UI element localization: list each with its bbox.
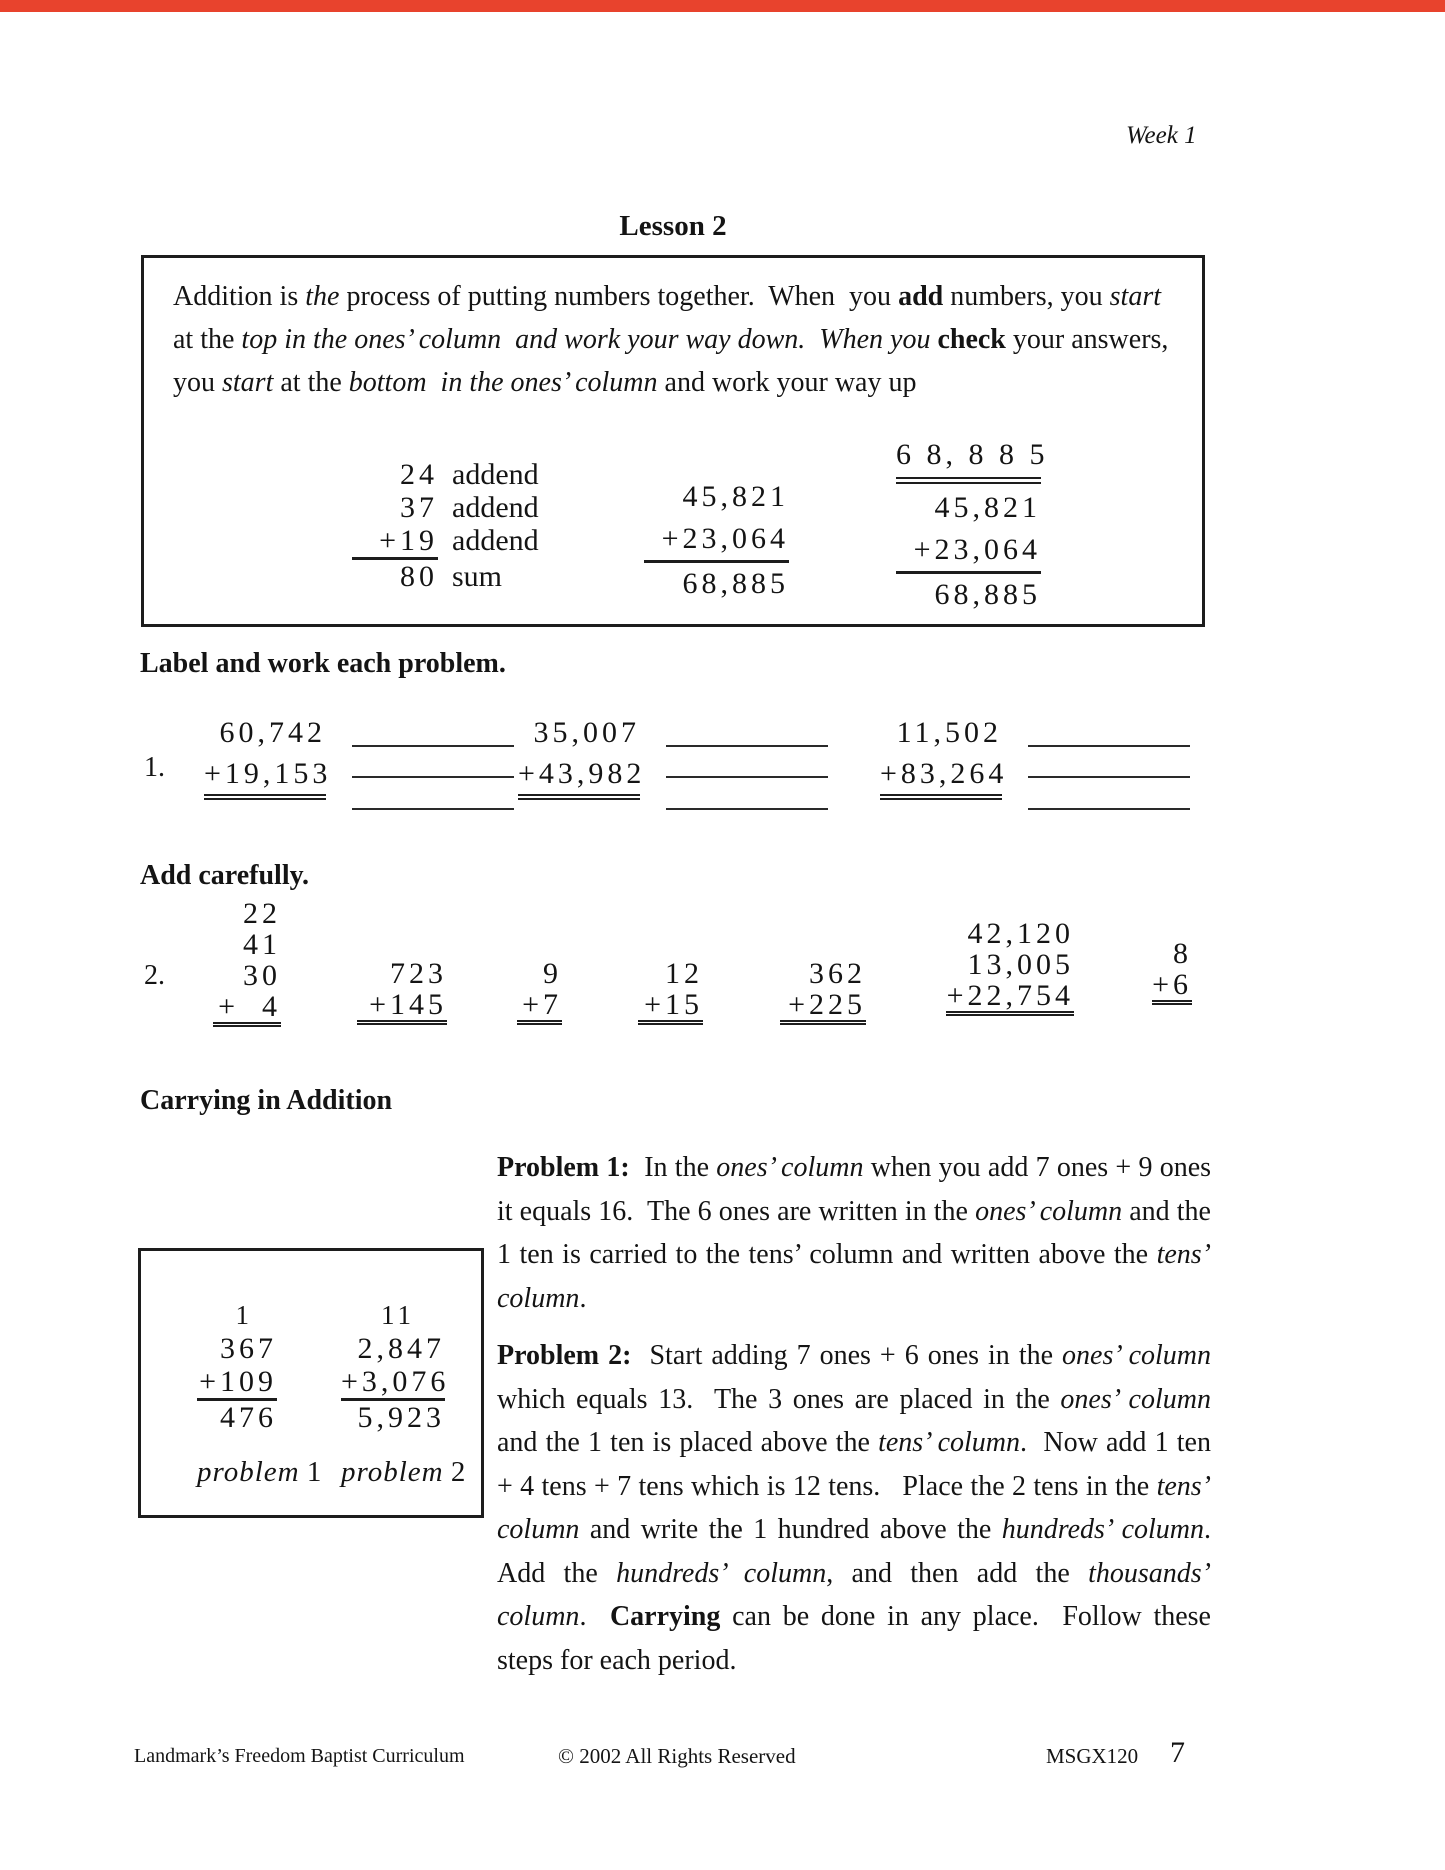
example-addition xyxy=(644,476,789,605)
text-run: In the xyxy=(629,1152,717,1183)
addend-value: 41 xyxy=(243,928,281,961)
example-check xyxy=(896,434,1049,616)
carrying-heading: Carrying in Addition xyxy=(140,1085,393,1116)
problem2-number: 2. xyxy=(144,960,165,991)
addend-value: 60,742 xyxy=(219,716,326,749)
example-label xyxy=(341,1456,465,1489)
problem-group xyxy=(780,958,866,1025)
addend-value: +15 xyxy=(638,989,703,1025)
intro-run: add xyxy=(898,281,944,312)
answer-blanks xyxy=(352,712,514,810)
addend-value: 723 xyxy=(390,957,447,990)
intro-run: at the xyxy=(173,281,1169,355)
text-run: Problem 1: xyxy=(497,1152,630,1183)
text-run: can be done in any place. Follow these steps for each period. xyxy=(497,1601,1218,1676)
problem-group xyxy=(880,712,1190,810)
addend-value: 45,821 xyxy=(934,491,1041,524)
addend-value: 12 xyxy=(665,957,703,990)
addend-value: +109 xyxy=(197,1365,277,1401)
intro-box xyxy=(141,255,1205,627)
text-run: ones’ column xyxy=(716,1152,864,1183)
intro-run: your answers, you xyxy=(173,324,1176,398)
sum-value: 68,885 xyxy=(682,567,789,600)
text-run: . xyxy=(579,1282,587,1314)
text-run: thousands’ column xyxy=(497,1557,1218,1632)
week-label: Week 1 xyxy=(1126,122,1197,149)
blank-line[interactable] xyxy=(352,778,514,810)
addend-value: 24 xyxy=(400,458,438,491)
intro-run: process of putting numbers together. When you xyxy=(339,281,899,312)
answer-blanks xyxy=(666,712,828,810)
carry-digit: 11 xyxy=(381,1300,415,1330)
text-run: , and then add the xyxy=(826,1557,1089,1589)
intro-run: at the xyxy=(273,367,349,398)
addend-value: +6 xyxy=(1152,969,1192,1005)
addend-value: +23,064 xyxy=(896,529,1041,574)
addend-value: +19,153 xyxy=(204,753,326,800)
footer-copyright: © 2002 All Rights Reserved xyxy=(558,1744,796,1768)
blank-line[interactable] xyxy=(666,747,828,778)
page-number: 7 xyxy=(1170,1736,1185,1769)
addition-stack xyxy=(780,958,866,1025)
footer-course-code: MSGX120 xyxy=(1046,1744,1139,1768)
sum-label: sum xyxy=(452,560,503,593)
addend-value: 9 xyxy=(543,957,562,990)
addend-value: 37 xyxy=(400,491,438,524)
addend-value: +225 xyxy=(780,989,866,1025)
number-row xyxy=(352,560,539,593)
blank-line[interactable] xyxy=(666,712,828,747)
addend-label: addend xyxy=(452,491,539,524)
problem-group xyxy=(638,958,703,1025)
addend-value: 11,502 xyxy=(896,716,1002,749)
addend-value: 35,007 xyxy=(533,716,640,749)
addend-value: +145 xyxy=(357,989,447,1025)
addend-value: 2,847 xyxy=(357,1332,445,1365)
lesson-title: Lesson 2 xyxy=(619,210,727,242)
sum-value: 476 xyxy=(220,1401,277,1434)
addition-stack xyxy=(1152,938,1192,1005)
blank-line[interactable] xyxy=(1028,747,1190,778)
carrying-explanations xyxy=(497,1146,1225,1682)
addition-stack xyxy=(638,958,703,1025)
addition-stack xyxy=(197,1299,277,1434)
intro-run: start xyxy=(222,367,274,398)
text-run: hundreds’ column xyxy=(616,1557,827,1589)
intro-run: and work your way up xyxy=(657,367,917,398)
text-run: when you add 7 ones + 9 ones it equals 16. The 6 ones are written in the xyxy=(497,1152,1219,1227)
blank-line[interactable] xyxy=(1028,712,1190,747)
blank-line[interactable] xyxy=(352,712,514,747)
addend-value: 362 xyxy=(809,957,866,990)
carry-example-2 xyxy=(341,1299,465,1489)
answer-blanks xyxy=(1028,712,1190,810)
addition-stack xyxy=(946,918,1074,1016)
problem-group xyxy=(946,918,1074,1016)
intro-run: numbers, you xyxy=(943,281,1110,312)
addition-stack xyxy=(357,958,447,1025)
text-run: tens’ column xyxy=(497,1239,1218,1314)
example-label-word: problem xyxy=(341,1456,444,1488)
text-run: ones’ column xyxy=(1060,1383,1211,1415)
problem-group xyxy=(204,712,514,810)
addition-stack xyxy=(213,898,281,1027)
number-row xyxy=(352,491,539,524)
intro-run: start xyxy=(1109,281,1162,312)
addition-stack xyxy=(880,712,1008,810)
example-label-number: 1 xyxy=(299,1456,322,1488)
problem-group xyxy=(517,958,562,1025)
intro-paragraph xyxy=(173,275,1178,404)
carrying-example-box xyxy=(138,1248,484,1518)
problem1-number: 1. xyxy=(144,752,165,783)
addition-stack xyxy=(517,958,562,1025)
blank-line[interactable] xyxy=(352,747,514,778)
intro-run: When you xyxy=(819,324,938,355)
sum-value: 80 xyxy=(400,560,438,593)
intro-run: Addition is xyxy=(173,281,306,312)
text-run: Carrying xyxy=(609,1601,721,1632)
addend-value: 367 xyxy=(220,1332,277,1365)
addend-label: addend xyxy=(452,524,539,557)
addition-stack xyxy=(341,1299,450,1434)
text-run: ones’ column xyxy=(1062,1340,1212,1371)
intro-run: top in the ones’ column and work your way down. xyxy=(241,324,806,355)
addend-value: 45,821 xyxy=(682,480,789,513)
text-run: which equals 13. The 3 ones are placed in the xyxy=(497,1340,1219,1415)
text-run: Problem 2: xyxy=(497,1340,632,1371)
sum-value: 5,923 xyxy=(357,1401,445,1434)
addend-value: +83,264 xyxy=(880,753,1002,800)
check-value: 6 8, 8 8 5 xyxy=(896,434,1041,484)
blank-line[interactable] xyxy=(1028,778,1190,810)
carry-digit: 1 xyxy=(235,1300,253,1330)
addition-stack xyxy=(518,712,646,810)
addend-value: +19 xyxy=(352,524,438,560)
text-run: . xyxy=(579,1601,610,1632)
addition-stack xyxy=(204,712,332,810)
intro-run: the xyxy=(305,281,340,312)
blank-line[interactable] xyxy=(666,778,828,810)
scan-edge-red-strip xyxy=(0,0,1445,12)
carry-example-1 xyxy=(197,1299,321,1489)
addend-value: + 4 xyxy=(213,991,281,1027)
addend-value: 42,120 xyxy=(967,917,1074,950)
number-row xyxy=(352,524,539,560)
addend-value: 22 xyxy=(243,897,281,930)
sum-value: 68,885 xyxy=(934,578,1041,611)
addend-label: addend xyxy=(452,458,539,491)
intro-run: check xyxy=(937,324,1006,355)
addend-value: +43,982 xyxy=(518,753,640,800)
text-run: and the 1 ten is placed above the xyxy=(497,1383,1218,1458)
text-run: hundreds’ column xyxy=(1001,1514,1204,1545)
addend-value: +3,076 xyxy=(341,1365,445,1401)
text-run: ones’ column xyxy=(975,1195,1123,1227)
example-label xyxy=(197,1456,321,1489)
addend-value: +7 xyxy=(517,989,562,1025)
intro-run: bottom in the ones’ column xyxy=(348,367,658,398)
text-run: and write the 1 hundred above the xyxy=(579,1514,1002,1545)
intro-run xyxy=(805,324,819,355)
text-run: . Now add 1 ten + 4 tens + 7 tens which is 12 tens. Place the 2 tens in the xyxy=(497,1427,1218,1502)
addend-value: +23,064 xyxy=(644,518,789,563)
example-label-word: problem xyxy=(197,1456,300,1488)
text-run: Start adding 7 ones + 6 ones in the xyxy=(631,1340,1063,1371)
number-row xyxy=(352,458,539,491)
addend-value: +22,754 xyxy=(946,980,1074,1016)
footer-publisher: Landmark’s Freedom Baptist Curriculum xyxy=(134,1745,465,1767)
example-label-number: 2 xyxy=(443,1456,466,1488)
problem-group xyxy=(213,898,281,1027)
section1-heading: Label and work each problem. xyxy=(140,648,506,679)
problem-group xyxy=(357,958,447,1025)
text-run: tens’ column xyxy=(878,1427,1021,1458)
addend-value: 13,005 xyxy=(967,948,1074,981)
text-run: . Add the xyxy=(497,1514,1225,1589)
text-run: tens’ column xyxy=(497,1470,1218,1545)
problem1-paragraph xyxy=(497,1146,1219,1320)
problem-group xyxy=(518,712,828,810)
problem2-paragraph xyxy=(497,1334,1225,1682)
section2-heading: Add carefully. xyxy=(140,860,310,891)
text-run: and the 1 ten is carried to the tens’ column and written above the xyxy=(497,1195,1218,1270)
problem-group xyxy=(1152,938,1192,1005)
addend-value: 30 xyxy=(243,959,281,992)
addend-value: 8 xyxy=(1173,937,1192,970)
example-addend-sum xyxy=(352,458,539,593)
